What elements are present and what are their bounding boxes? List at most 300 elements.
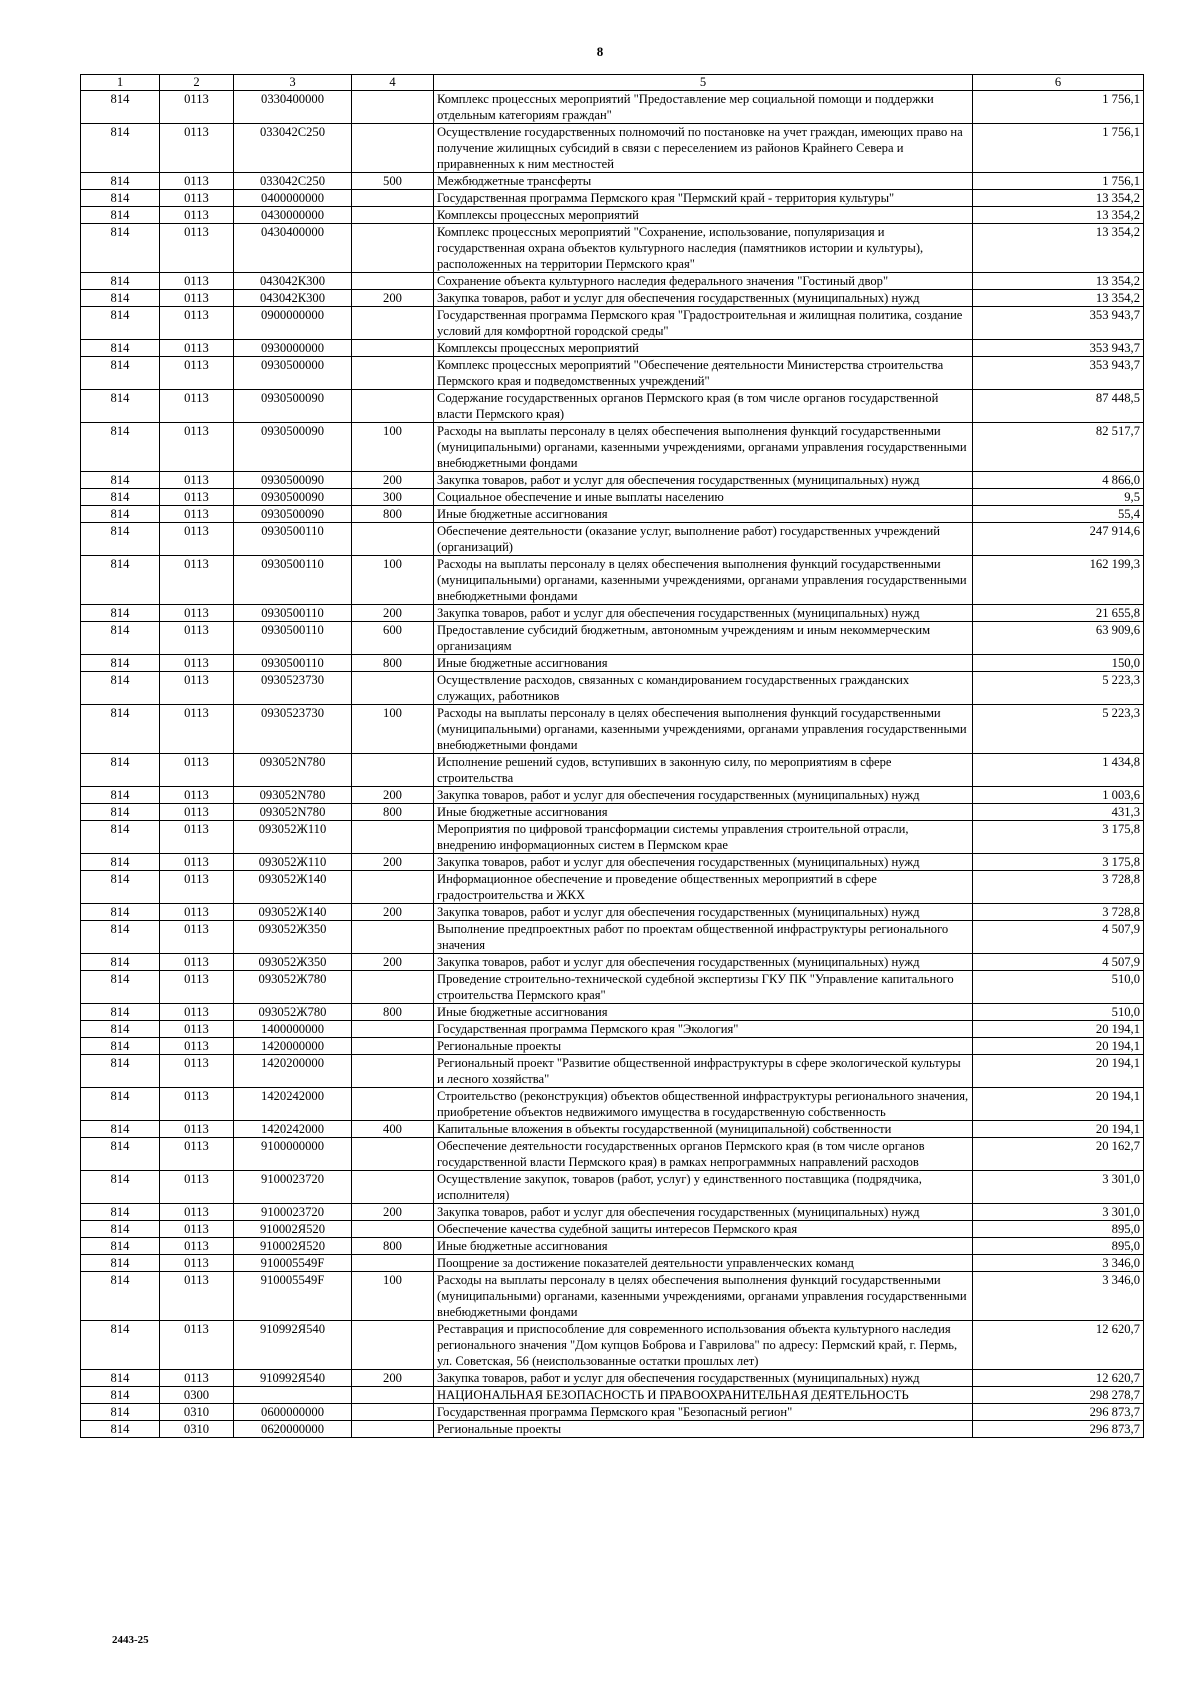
expense-type-cell xyxy=(352,1021,434,1038)
description-cell: Региональные проекты xyxy=(434,1038,973,1055)
expense-type-cell xyxy=(352,190,434,207)
ministry-code-cell: 814 xyxy=(81,605,160,622)
table-row xyxy=(81,190,1144,207)
amount-cell: 1 003,6 xyxy=(973,787,1144,804)
target-article-cell: 093052Ж110 xyxy=(234,821,352,854)
expense-type-cell xyxy=(352,1221,434,1238)
description-cell: Государственная программа Пермского края "Экология" xyxy=(434,1021,973,1038)
ministry-code-cell: 814 xyxy=(81,754,160,787)
section-code-cell: 0113 xyxy=(160,921,234,954)
description-cell: Закупка товаров, работ и услуг для обеспечения государственных (муниципальных) нужд xyxy=(434,1370,973,1387)
section-code-cell: 0113 xyxy=(160,423,234,472)
description-cell: Предоставление субсидий бюджетным, автономным учреждениям и иным некоммерческим организациям xyxy=(434,622,973,655)
target-article-cell: 0600000000 xyxy=(234,1404,352,1421)
section-code-cell: 0113 xyxy=(160,622,234,655)
expense-type-cell xyxy=(352,672,434,705)
description-cell: Обеспечение деятельности государственных органов Пермского края (в том числе органов государственной власти Пермского края) в рамках непрограммных направлений расходов xyxy=(434,1138,973,1171)
amount-cell: 5 223,3 xyxy=(973,705,1144,754)
table-row xyxy=(81,971,1144,1004)
table-row xyxy=(81,290,1144,307)
expense-type-cell: 500 xyxy=(352,173,434,190)
section-code-cell: 0113 xyxy=(160,1370,234,1387)
table-row xyxy=(81,622,1144,655)
ministry-code-cell: 814 xyxy=(81,307,160,340)
table-row xyxy=(81,1171,1144,1204)
ministry-code-cell: 814 xyxy=(81,91,160,124)
description-cell: Иные бюджетные ассигнования xyxy=(434,506,973,523)
target-article-cell: 0930500110 xyxy=(234,556,352,605)
expense-type-cell: 800 xyxy=(352,804,434,821)
target-article-cell: 0930500090 xyxy=(234,489,352,506)
target-article-cell: 0930523730 xyxy=(234,705,352,754)
description-cell: Информационное обеспечение и проведение общественных мероприятий в сфере градостроительства и ЖКХ xyxy=(434,871,973,904)
section-code-cell: 0113 xyxy=(160,1221,234,1238)
amount-cell: 13 354,2 xyxy=(973,273,1144,290)
amount-cell: 20 194,1 xyxy=(973,1038,1144,1055)
description-cell: Комплекс процессных мероприятий "Предоставление мер социальной помощи и поддержки отдельным категориям граждан" xyxy=(434,91,973,124)
amount-cell: 20 194,1 xyxy=(973,1121,1144,1138)
column-header: 2 xyxy=(160,75,234,91)
section-code-cell: 0113 xyxy=(160,754,234,787)
ministry-code-cell: 814 xyxy=(81,173,160,190)
description-cell: Государственная программа Пермского края "Градостроительная и жилищная политика, создание условий для комфортной городской среды" xyxy=(434,307,973,340)
table-row xyxy=(81,787,1144,804)
expense-type-cell: 200 xyxy=(352,290,434,307)
amount-cell: 298 278,7 xyxy=(973,1387,1144,1404)
table-row xyxy=(81,605,1144,622)
table-row xyxy=(81,423,1144,472)
ministry-code-cell: 814 xyxy=(81,523,160,556)
expense-type-cell xyxy=(352,124,434,173)
section-code-cell: 0113 xyxy=(160,91,234,124)
table-row xyxy=(81,1004,1144,1021)
amount-cell: 1 756,1 xyxy=(973,173,1144,190)
table-row xyxy=(81,854,1144,871)
target-article-cell: 0930500000 xyxy=(234,357,352,390)
amount-cell: 13 354,2 xyxy=(973,290,1144,307)
section-code-cell: 0113 xyxy=(160,307,234,340)
target-article-cell: 0930500110 xyxy=(234,655,352,672)
expense-type-cell: 400 xyxy=(352,1121,434,1138)
ministry-code-cell: 814 xyxy=(81,787,160,804)
ministry-code-cell: 814 xyxy=(81,1004,160,1021)
ministry-code-cell: 814 xyxy=(81,423,160,472)
section-code-cell: 0113 xyxy=(160,1255,234,1272)
section-code-cell: 0113 xyxy=(160,1204,234,1221)
amount-cell: 3 728,8 xyxy=(973,904,1144,921)
table-row xyxy=(81,804,1144,821)
ministry-code-cell: 814 xyxy=(81,1421,160,1438)
ministry-code-cell: 814 xyxy=(81,921,160,954)
section-code-cell: 0113 xyxy=(160,506,234,523)
amount-cell: 1 756,1 xyxy=(973,124,1144,173)
ministry-code-cell: 814 xyxy=(81,1321,160,1370)
expense-type-cell xyxy=(352,871,434,904)
expense-type-cell: 300 xyxy=(352,489,434,506)
ministry-code-cell: 814 xyxy=(81,904,160,921)
section-code-cell: 0113 xyxy=(160,1272,234,1321)
description-cell: Обеспечение качества судебной защиты интересов Пермского края xyxy=(434,1221,973,1238)
section-code-cell: 0113 xyxy=(160,871,234,904)
expense-type-cell: 200 xyxy=(352,787,434,804)
ministry-code-cell: 814 xyxy=(81,622,160,655)
ministry-code-cell: 814 xyxy=(81,854,160,871)
target-article-cell: 0930500090 xyxy=(234,506,352,523)
ministry-code-cell: 814 xyxy=(81,1387,160,1404)
description-cell: Иные бюджетные ассигнования xyxy=(434,804,973,821)
amount-cell: 20 194,1 xyxy=(973,1021,1144,1038)
expense-type-cell: 800 xyxy=(352,655,434,672)
description-cell: Мероприятия по цифровой трансформации системы управления строительной отрасли, внедрению информационных систем в Пермском крае xyxy=(434,821,973,854)
ministry-code-cell: 814 xyxy=(81,1055,160,1088)
table-row xyxy=(81,307,1144,340)
description-cell: Межбюджетные трансферты xyxy=(434,173,973,190)
description-cell: НАЦИОНАЛЬНАЯ БЕЗОПАСНОСТЬ И ПРАВООХРАНИТЕЛЬНАЯ ДЕЯТЕЛЬНОСТЬ xyxy=(434,1387,973,1404)
table-row xyxy=(81,1370,1144,1387)
section-code-cell: 0113 xyxy=(160,854,234,871)
section-code-cell: 0113 xyxy=(160,705,234,754)
expense-type-cell: 200 xyxy=(352,904,434,921)
expense-type-cell: 100 xyxy=(352,423,434,472)
section-code-cell: 0113 xyxy=(160,605,234,622)
description-cell: Содержание государственных органов Пермского края (в том числе органов государственной власти Пермского края) xyxy=(434,390,973,423)
amount-cell: 12 620,7 xyxy=(973,1370,1144,1387)
table-row xyxy=(81,954,1144,971)
table-row xyxy=(81,556,1144,605)
column-header: 5 xyxy=(434,75,973,91)
description-cell: Капитальные вложения в объекты государственной (муниципальной) собственности xyxy=(434,1121,973,1138)
expense-type-cell xyxy=(352,1255,434,1272)
section-code-cell: 0113 xyxy=(160,971,234,1004)
page-number: 8 xyxy=(596,44,604,59)
section-code-cell: 0113 xyxy=(160,1138,234,1171)
ministry-code-cell: 814 xyxy=(81,1088,160,1121)
amount-cell: 4 507,9 xyxy=(973,921,1144,954)
expense-type-cell xyxy=(352,1404,434,1421)
target-article-cell: 0930500090 xyxy=(234,472,352,489)
description-cell: Расходы на выплаты персоналу в целях обеспечения выполнения функций государственными (муниципальными) органами, казенными учреждениями, органами управления государственными внебюджетными фондами xyxy=(434,423,973,472)
table-row xyxy=(81,871,1144,904)
target-article-cell: 093052Ж350 xyxy=(234,921,352,954)
section-code-cell: 0113 xyxy=(160,224,234,273)
table-row xyxy=(81,523,1144,556)
amount-cell: 13 354,2 xyxy=(973,224,1144,273)
budget-table xyxy=(80,74,1144,1438)
amount-cell: 4 866,0 xyxy=(973,472,1144,489)
table-row xyxy=(81,672,1144,705)
amount-cell: 3 346,0 xyxy=(973,1255,1144,1272)
target-article-cell: 1420000000 xyxy=(234,1038,352,1055)
target-article-cell: 910005549F xyxy=(234,1255,352,1272)
description-cell: Исполнение решений судов, вступивших в законную силу, по мероприятиям в сфере строительства xyxy=(434,754,973,787)
amount-cell: 895,0 xyxy=(973,1221,1144,1238)
description-cell: Государственная программа Пермского края "Безопасный регион" xyxy=(434,1404,973,1421)
table-row xyxy=(81,357,1144,390)
ministry-code-cell: 814 xyxy=(81,971,160,1004)
expense-type-cell xyxy=(352,1088,434,1121)
description-cell: Закупка товаров, работ и услуг для обеспечения государственных (муниципальных) нужд xyxy=(434,1204,973,1221)
amount-cell: 247 914,6 xyxy=(973,523,1144,556)
target-article-cell: 910002Я520 xyxy=(234,1238,352,1255)
expense-type-cell: 200 xyxy=(352,1204,434,1221)
ministry-code-cell: 814 xyxy=(81,1038,160,1055)
column-header: 3 xyxy=(234,75,352,91)
table-row xyxy=(81,1387,1144,1404)
target-article-cell: 0400000000 xyxy=(234,190,352,207)
target-article-cell: 093052N780 xyxy=(234,804,352,821)
amount-cell: 510,0 xyxy=(973,1004,1144,1021)
table-row xyxy=(81,655,1144,672)
section-code-cell: 0113 xyxy=(160,489,234,506)
amount-cell: 5 223,3 xyxy=(973,672,1144,705)
target-article-cell: 093052Ж110 xyxy=(234,854,352,871)
description-cell: Иные бюджетные ассигнования xyxy=(434,1238,973,1255)
amount-cell: 3 301,0 xyxy=(973,1204,1144,1221)
amount-cell: 3 301,0 xyxy=(973,1171,1144,1204)
expense-type-cell xyxy=(352,357,434,390)
target-article-cell: 093052Ж350 xyxy=(234,954,352,971)
description-cell: Строительство (реконструкция) объектов общественной инфраструктуры регионального значения, приобретение объектов недвижимого имущества в государственную собственность xyxy=(434,1088,973,1121)
ministry-code-cell: 814 xyxy=(81,655,160,672)
table-row xyxy=(81,1404,1144,1421)
ministry-code-cell: 814 xyxy=(81,1255,160,1272)
description-cell: Расходы на выплаты персоналу в целях обеспечения выполнения функций государственными (муниципальными) органами, казенными учреждениями, органами управления государственными внебюджетными фондами xyxy=(434,1272,973,1321)
table-row xyxy=(81,821,1144,854)
target-article-cell: 0930523730 xyxy=(234,672,352,705)
expense-type-cell xyxy=(352,1387,434,1404)
description-cell: Закупка товаров, работ и услуг для обеспечения государственных (муниципальных) нужд xyxy=(434,787,973,804)
target-article-cell: 0900000000 xyxy=(234,307,352,340)
section-code-cell: 0113 xyxy=(160,655,234,672)
description-cell: Комплекс процессных мероприятий "Обеспечение деятельности Министерства строительства Пермского края и подведомственных учреждений" xyxy=(434,357,973,390)
ministry-code-cell: 814 xyxy=(81,273,160,290)
expense-type-cell xyxy=(352,1171,434,1204)
description-cell: Закупка товаров, работ и услуг для обеспечения государственных (муниципальных) нужд xyxy=(434,904,973,921)
target-article-cell xyxy=(234,1387,352,1404)
expense-type-cell xyxy=(352,207,434,224)
description-cell: Иные бюджетные ассигнования xyxy=(434,655,973,672)
description-cell: Социальное обеспечение и иные выплаты населению xyxy=(434,489,973,506)
table-row xyxy=(81,472,1144,489)
expense-type-cell xyxy=(352,1421,434,1438)
expense-type-cell xyxy=(352,340,434,357)
table-row xyxy=(81,1055,1144,1088)
section-code-cell: 0113 xyxy=(160,357,234,390)
ministry-code-cell: 814 xyxy=(81,1204,160,1221)
section-code-cell: 0113 xyxy=(160,472,234,489)
target-article-cell: 910992Я540 xyxy=(234,1370,352,1387)
section-code-cell: 0113 xyxy=(160,273,234,290)
amount-cell: 87 448,5 xyxy=(973,390,1144,423)
column-header: 6 xyxy=(973,75,1144,91)
table-row xyxy=(81,1138,1144,1171)
description-cell: Региональный проект "Развитие общественной инфраструктуры в сфере экологической культуры и лесного хозяйства" xyxy=(434,1055,973,1088)
target-article-cell: 043042К300 xyxy=(234,290,352,307)
section-code-cell: 0310 xyxy=(160,1404,234,1421)
amount-cell: 150,0 xyxy=(973,655,1144,672)
ministry-code-cell: 814 xyxy=(81,1272,160,1321)
expense-type-cell: 200 xyxy=(352,954,434,971)
amount-cell: 3 175,8 xyxy=(973,854,1144,871)
ministry-code-cell: 814 xyxy=(81,224,160,273)
amount-cell: 895,0 xyxy=(973,1238,1144,1255)
ministry-code-cell: 814 xyxy=(81,705,160,754)
target-article-cell: 0620000000 xyxy=(234,1421,352,1438)
ministry-code-cell: 814 xyxy=(81,1221,160,1238)
target-article-cell: 910992Я540 xyxy=(234,1321,352,1370)
table-row xyxy=(81,489,1144,506)
amount-cell: 21 655,8 xyxy=(973,605,1144,622)
description-cell: Осуществление государственных полномочий по постановке на учет граждан, имеющих право на получение жилищных субсидий в связи с переселением из районов Крайнего Севера и приравненных к ним местностей xyxy=(434,124,973,173)
table-row xyxy=(81,1121,1144,1138)
amount-cell: 1 756,1 xyxy=(973,91,1144,124)
expense-type-cell xyxy=(352,390,434,423)
table-row xyxy=(81,224,1144,273)
ministry-code-cell: 814 xyxy=(81,1238,160,1255)
expense-type-cell: 800 xyxy=(352,1004,434,1021)
amount-cell: 3 728,8 xyxy=(973,871,1144,904)
target-article-cell: 093052Ж140 xyxy=(234,871,352,904)
target-article-cell: 093052Ж780 xyxy=(234,1004,352,1021)
section-code-cell: 0113 xyxy=(160,190,234,207)
target-article-cell: 910005549F xyxy=(234,1272,352,1321)
section-code-cell: 0113 xyxy=(160,1038,234,1055)
ministry-code-cell: 814 xyxy=(81,390,160,423)
table-row xyxy=(81,506,1144,523)
description-cell: Комплекс процессных мероприятий "Сохранение, использование, популяризация и государственная охрана объектов культурного наследия (памятников истории и культуры), расположенных на территории Пермского края" xyxy=(434,224,973,273)
expense-type-cell xyxy=(352,971,434,1004)
section-code-cell: 0113 xyxy=(160,1004,234,1021)
column-header: 1 xyxy=(81,75,160,91)
amount-cell: 63 909,6 xyxy=(973,622,1144,655)
description-cell: Обеспечение деятельности (оказание услуг, выполнение работ) государственных учреждений (организаций) xyxy=(434,523,973,556)
target-article-cell: 0430400000 xyxy=(234,224,352,273)
description-cell: Закупка товаров, работ и услуг для обеспечения государственных (муниципальных) нужд xyxy=(434,290,973,307)
column-header: 4 xyxy=(352,75,434,91)
target-article-cell: 093052Ж140 xyxy=(234,904,352,921)
target-article-cell: 1400000000 xyxy=(234,1021,352,1038)
expense-type-cell xyxy=(352,921,434,954)
amount-cell: 3 346,0 xyxy=(973,1272,1144,1321)
expense-type-cell: 200 xyxy=(352,1370,434,1387)
description-cell: Закупка товаров, работ и услуг для обеспечения государственных (муниципальных) нужд xyxy=(434,954,973,971)
description-cell: Расходы на выплаты персоналу в целях обеспечения выполнения функций государственными (муниципальными) органами, казенными учреждениями, органами управления государственными внебюджетными фондами xyxy=(434,556,973,605)
table-row xyxy=(81,273,1144,290)
table-row xyxy=(81,124,1144,173)
description-cell: Сохранение объекта культурного наследия федерального значения "Гостиный двор" xyxy=(434,273,973,290)
amount-cell: 296 873,7 xyxy=(973,1404,1144,1421)
section-code-cell: 0113 xyxy=(160,290,234,307)
description-cell: Проведение строительно-технической судебной экспертизы ГКУ ПК "Управление капитального строительства Пермского края" xyxy=(434,971,973,1004)
section-code-cell: 0113 xyxy=(160,1088,234,1121)
ministry-code-cell: 814 xyxy=(81,290,160,307)
header-row xyxy=(81,75,1144,91)
expense-type-cell xyxy=(352,754,434,787)
expense-type-cell xyxy=(352,224,434,273)
target-article-cell: 0930000000 xyxy=(234,340,352,357)
description-cell: Региональные проекты xyxy=(434,1421,973,1438)
table-row xyxy=(81,1421,1144,1438)
table-row xyxy=(81,340,1144,357)
section-code-cell: 0113 xyxy=(160,1021,234,1038)
ministry-code-cell: 814 xyxy=(81,804,160,821)
expense-type-cell: 100 xyxy=(352,705,434,754)
section-code-cell: 0113 xyxy=(160,954,234,971)
description-cell: Государственная программа Пермского края "Пермский край - территория культуры" xyxy=(434,190,973,207)
amount-cell: 20 194,1 xyxy=(973,1055,1144,1088)
amount-cell: 1 434,8 xyxy=(973,754,1144,787)
target-article-cell: 910002Я520 xyxy=(234,1221,352,1238)
description-cell: Реставрация и приспособление для современного использования объекта культурного наследия регионального значения "Дом купцов Боброва и Гаврилова" по адресу: Пермский край, г. Пермь, ул. Советская, 56 (неиспользованные остатки прошлых лет) xyxy=(434,1321,973,1370)
ministry-code-cell: 814 xyxy=(81,124,160,173)
section-code-cell: 0113 xyxy=(160,1171,234,1204)
section-code-cell: 0113 xyxy=(160,173,234,190)
table-row xyxy=(81,1255,1144,1272)
description-cell: Расходы на выплаты персоналу в целях обеспечения выполнения функций государственными (муниципальными) органами, казенными учреждениями, органами управления государственными внебюджетными фондами xyxy=(434,705,973,754)
target-article-cell: 0930500110 xyxy=(234,605,352,622)
expense-type-cell xyxy=(352,1138,434,1171)
table-row xyxy=(81,1238,1144,1255)
amount-cell: 20 162,7 xyxy=(973,1138,1144,1171)
table-row xyxy=(81,1038,1144,1055)
ministry-code-cell: 814 xyxy=(81,190,160,207)
ministry-code-cell: 814 xyxy=(81,1404,160,1421)
ministry-code-cell: 814 xyxy=(81,1171,160,1204)
section-code-cell: 0113 xyxy=(160,904,234,921)
table-row xyxy=(81,390,1144,423)
target-article-cell: 0330400000 xyxy=(234,91,352,124)
table-row xyxy=(81,904,1144,921)
target-article-cell: 1420242000 xyxy=(234,1121,352,1138)
table-row xyxy=(81,1204,1144,1221)
expense-type-cell: 100 xyxy=(352,556,434,605)
amount-cell: 3 175,8 xyxy=(973,821,1144,854)
expense-type-cell xyxy=(352,307,434,340)
section-code-cell: 0113 xyxy=(160,1321,234,1370)
amount-cell: 353 943,7 xyxy=(973,340,1144,357)
ministry-code-cell: 814 xyxy=(81,871,160,904)
table-row xyxy=(81,705,1144,754)
amount-cell: 13 354,2 xyxy=(973,190,1144,207)
section-code-cell: 0113 xyxy=(160,556,234,605)
table-row xyxy=(81,1088,1144,1121)
ministry-code-cell: 814 xyxy=(81,489,160,506)
amount-cell: 82 517,7 xyxy=(973,423,1144,472)
ministry-code-cell: 814 xyxy=(81,357,160,390)
table-row xyxy=(81,754,1144,787)
table-row xyxy=(81,921,1144,954)
expense-type-cell xyxy=(352,1038,434,1055)
target-article-cell: 0930500090 xyxy=(234,390,352,423)
expense-type-cell xyxy=(352,821,434,854)
ministry-code-cell: 814 xyxy=(81,672,160,705)
expense-type-cell: 200 xyxy=(352,854,434,871)
section-code-cell: 0113 xyxy=(160,124,234,173)
target-article-cell: 093052N780 xyxy=(234,787,352,804)
table-row xyxy=(81,91,1144,124)
section-code-cell: 0113 xyxy=(160,1121,234,1138)
expense-type-cell xyxy=(352,91,434,124)
amount-cell: 431,3 xyxy=(973,804,1144,821)
ministry-code-cell: 814 xyxy=(81,821,160,854)
expense-type-cell: 800 xyxy=(352,506,434,523)
table-row xyxy=(81,1021,1144,1038)
amount-cell: 353 943,7 xyxy=(973,307,1144,340)
table-row xyxy=(81,1321,1144,1370)
section-code-cell: 0113 xyxy=(160,804,234,821)
section-code-cell: 0113 xyxy=(160,207,234,224)
expense-type-cell: 800 xyxy=(352,1238,434,1255)
